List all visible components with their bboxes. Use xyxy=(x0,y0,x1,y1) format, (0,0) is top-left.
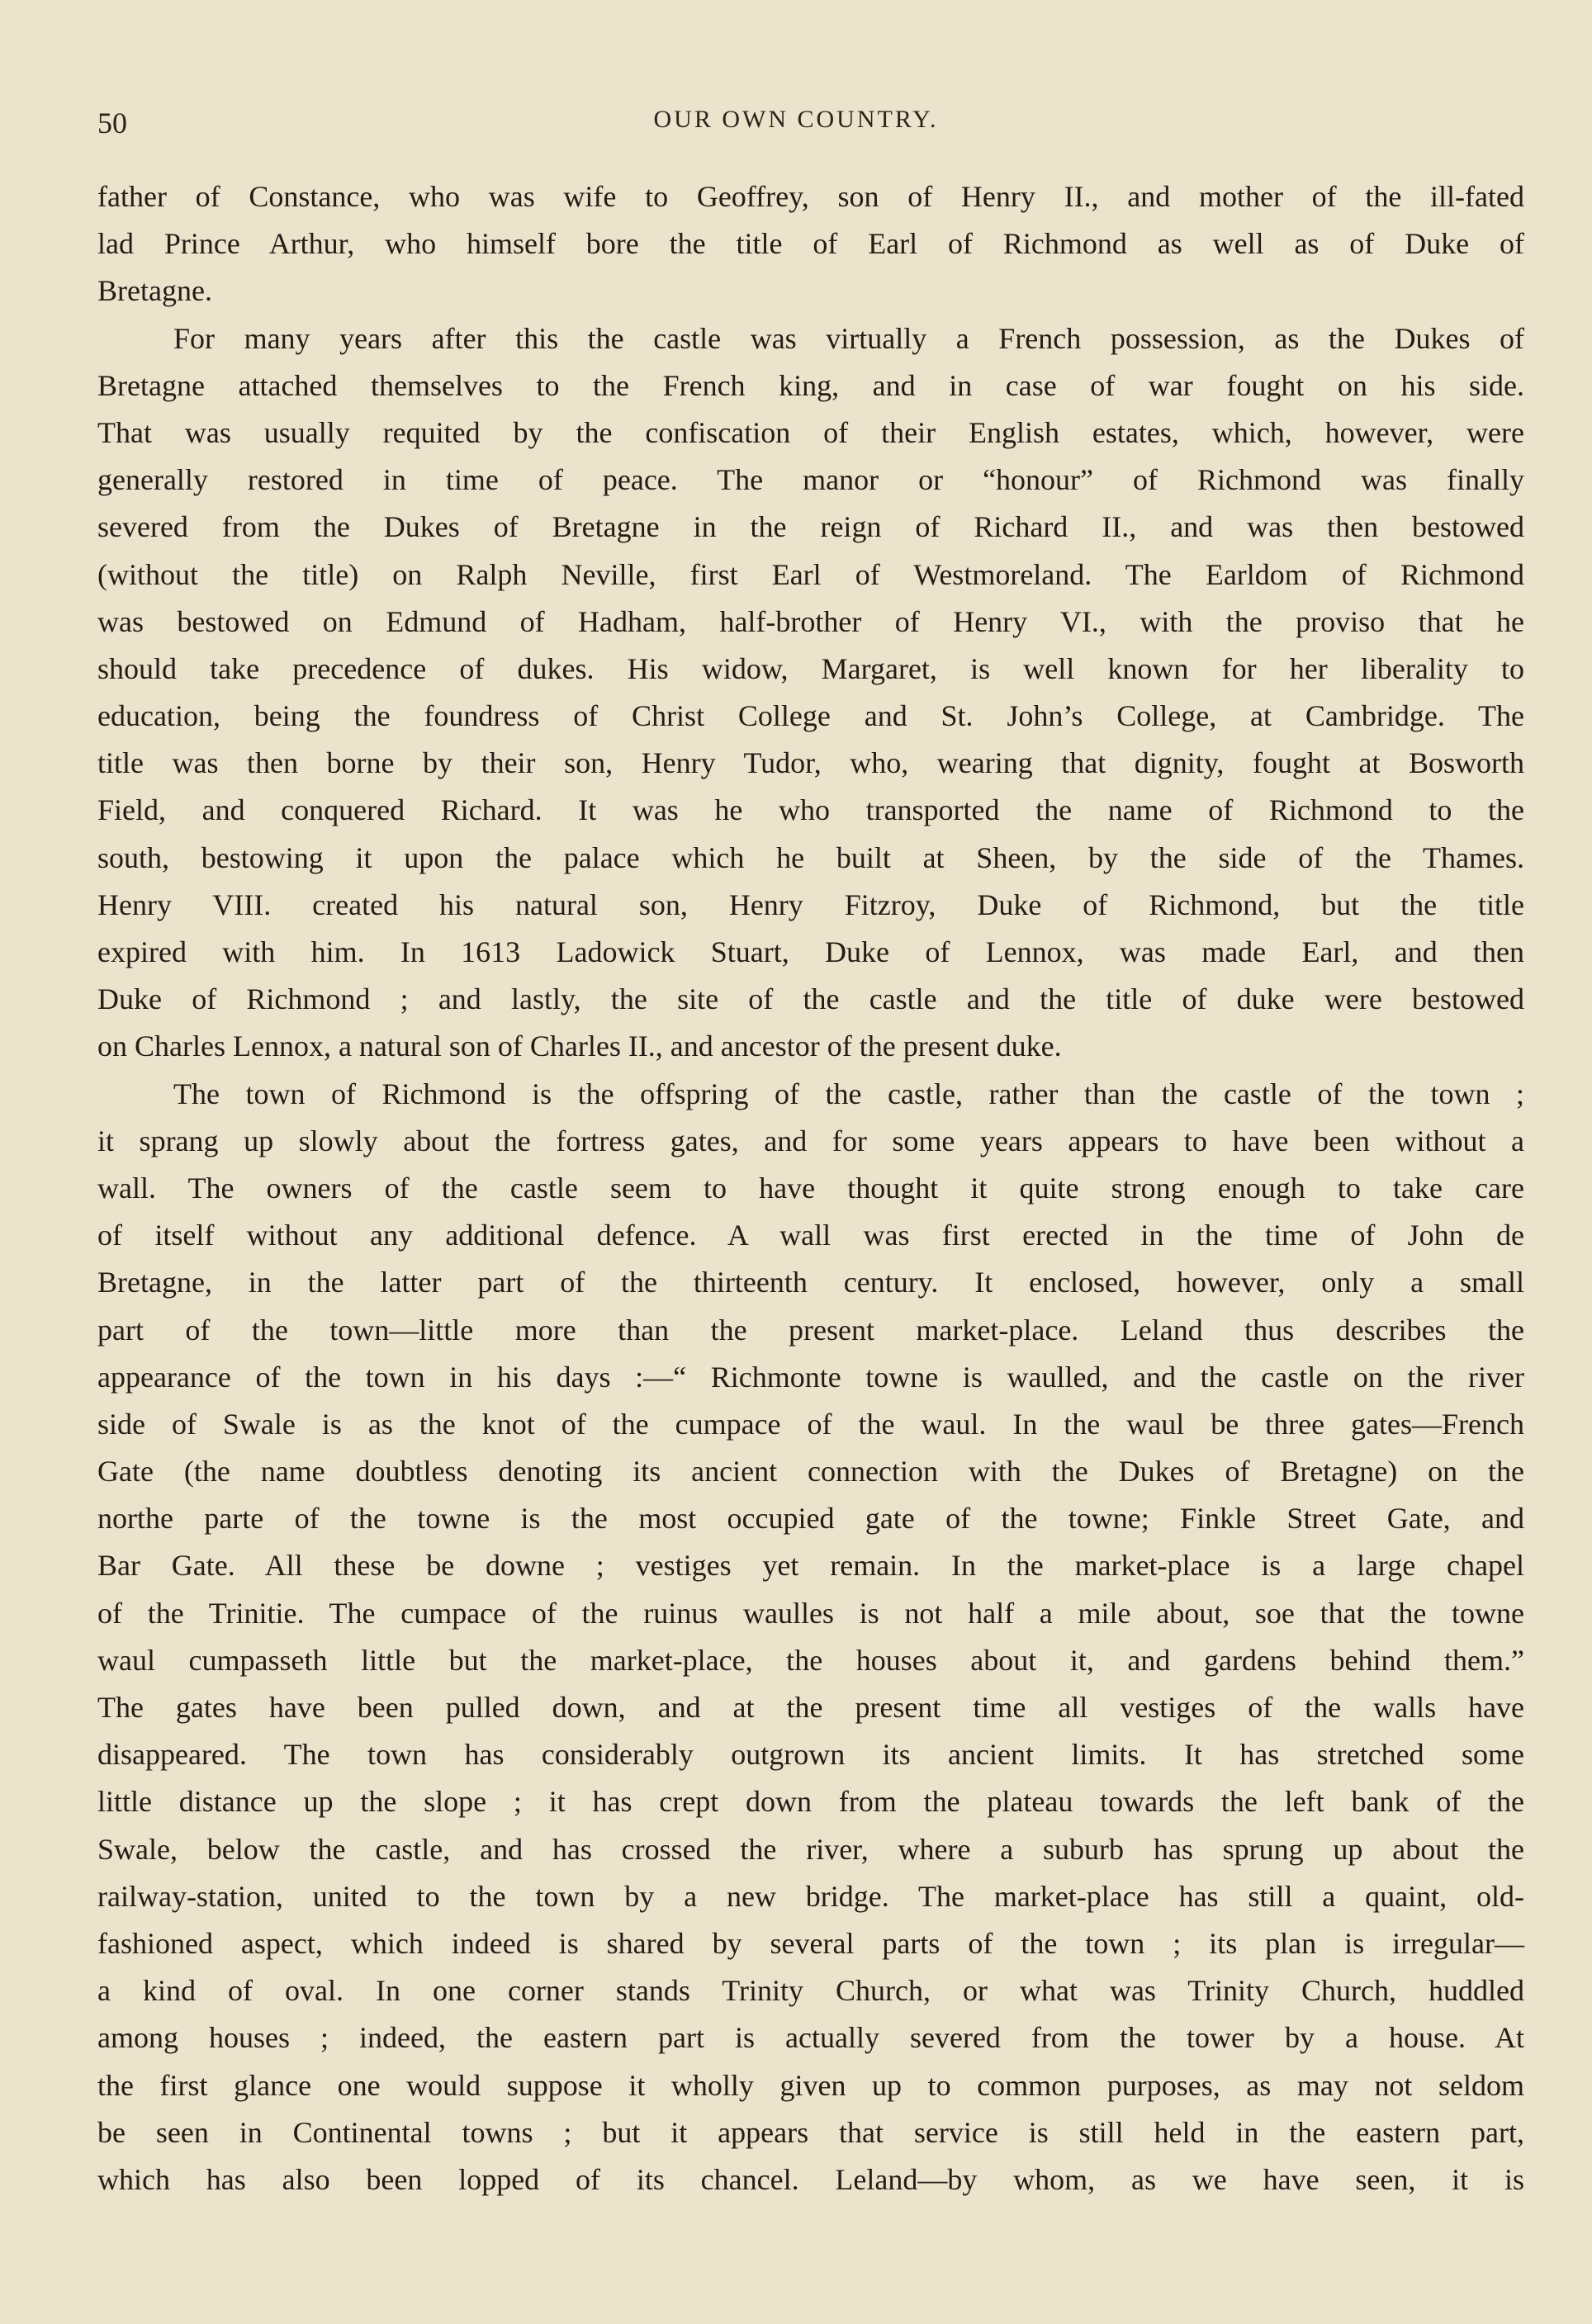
text-line: fashioned aspect, which indeed is shared by several parts of the town ; its plan is irregular— xyxy=(97,1926,1524,1960)
paragraph xyxy=(97,1071,1524,2204)
text-line: of itself without any additional defence. A wall was first erected in the time of John de xyxy=(97,1219,1524,1252)
text-line: Bretagne. xyxy=(97,274,212,308)
text-line: waul cumpasseth little but the market-place, the houses about it, and gardens behind them.” xyxy=(97,1643,1524,1677)
body-text xyxy=(97,173,1524,2203)
text-line: wall. The owners of the castle seem to have thought it quite strong enough to take care xyxy=(97,1171,1524,1205)
text-line: the first glance one would suppose it wholly given up to common purposes, as may not seldom xyxy=(97,2068,1524,2102)
text-line: Bar Gate. All these be downe ; vestiges yet remain. In the market-place is a large chapel xyxy=(97,1549,1524,1583)
running-head: OUR OWN COUNTRY. xyxy=(653,106,939,133)
text-line: be seen in Continental towns ; but it appears that service is still held in the eastern part, xyxy=(97,2115,1524,2149)
text-line: Field, and conquered Richard. It was he who transported the name of Richmond to the xyxy=(97,793,1524,827)
text-line: Henry VIII. created his natural son, Henry Fitzroy, Duke of Richmond, but the title xyxy=(97,887,1524,921)
paragraph xyxy=(97,173,1524,315)
text-line: among houses ; indeed, the eastern part is actually severed from the tower by a house. At xyxy=(97,2021,1524,2055)
text-line: on Charles Lennox, a natural son of Charles II., and ancestor of the present duke. xyxy=(97,1029,1062,1063)
text-line: The gates have been pulled down, and at the present time all vestiges of the walls have xyxy=(97,1691,1524,1724)
text-line: northe parte of the towne is the most occupied gate of the towne; Finkle Street Gate, and xyxy=(97,1502,1524,1536)
text-line: which has also been lopped of its chancel. Leland—by whom, as we have seen, it is xyxy=(97,2162,1524,2196)
text-line: was bestowed on Edmund of Hadham, half-brother of Henry VI., with the proviso that he xyxy=(97,604,1524,638)
text-line: Bretagne, in the latter part of the thirteenth century. It enclosed, however, only a small xyxy=(97,1266,1524,1299)
text-line: part of the town—little more than the present market-place. Leland thus describes the xyxy=(97,1313,1524,1347)
text-line: disappeared. The town has considerably outgrown its ancient limits. It has stretched some xyxy=(97,1738,1524,1772)
text-line: That was usually requited by the confiscation of their English estates, which, however, were xyxy=(97,415,1524,449)
text-line: a kind of oval. In one corner stands Trinity Church, or what was Trinity Church, huddled xyxy=(97,1974,1524,2008)
text-line: For many years after this the castle was virtually a French possession, as the Dukes of xyxy=(173,321,1524,355)
text-line: title was then borne by their son, Henry Tudor, who, wearing that dignity, fought at Bosworth xyxy=(97,746,1524,780)
text-line: expired with him. In 1613 Ladowick Stuart, Duke of Lennox, was made Earl, and then xyxy=(97,935,1524,968)
text-line: Swale, below the castle, and has crossed the river, where a suburb has sprung up about the xyxy=(97,1832,1524,1866)
page-number: 50 xyxy=(97,106,127,140)
text-line: The town of Richmond is the offspring of the castle, rather than the castle of the town ; xyxy=(173,1077,1524,1110)
text-line: severed from the Dukes of Bretagne in the reign of Richard II., and was then bestowed xyxy=(97,510,1524,544)
page-header xyxy=(97,106,1495,155)
text-line: little distance up the slope ; it has crept down from the plateau towards the left bank of the xyxy=(97,1785,1524,1819)
text-line: lad Prince Arthur, who himself bore the title of Earl of Richmond as well as of Duke of xyxy=(97,227,1524,261)
text-line: should take precedence of dukes. His widow, Margaret, is well known for her liberality to xyxy=(97,651,1524,685)
text-line: south, bestowing it upon the palace which he built at Sheen, by the side of the Thames. xyxy=(97,840,1524,874)
text-line: Bretagne attached themselves to the French king, and in case of war fought on his side. xyxy=(97,368,1524,402)
text-line: Duke of Richmond ; and lastly, the site of the castle and the title of duke were bestowed xyxy=(97,982,1524,1016)
text-line: of the Trinitie. The cumpace of the ruinus waulles is not half a mile about, soe that the towne xyxy=(97,1596,1524,1630)
paragraph xyxy=(97,315,1524,1071)
text-line: generally restored in time of peace. The manor or “honour” of Richmond was finally xyxy=(97,463,1524,497)
text-line: side of Swale is as the knot of the cumpace of the waul. In the waul be three gates—French xyxy=(97,1407,1524,1441)
text-line: it sprang up slowly about the fortress gates, and for some years appears to have been without a xyxy=(97,1124,1524,1157)
text-line: education, being the foundress of Christ College and St. John’s College, at Cambridge. The xyxy=(97,699,1524,733)
text-line: railway-station, united to the town by a new bridge. The market-place has still a quaint, old- xyxy=(97,1879,1524,1913)
text-line: father of Constance, who was wife to Geoffrey, son of Henry II., and mother of the ill-fated xyxy=(97,180,1524,213)
text-line: (without the title) on Ralph Neville, first Earl of Westmoreland. The Earldom of Richmond xyxy=(97,557,1524,591)
text-line: appearance of the town in his days :—“ Richmonte towne is waulled, and the castle on the river xyxy=(97,1360,1524,1394)
text-line: Gate (the name doubtless denoting its ancient connection with the Dukes of Bretagne) on the xyxy=(97,1455,1524,1489)
